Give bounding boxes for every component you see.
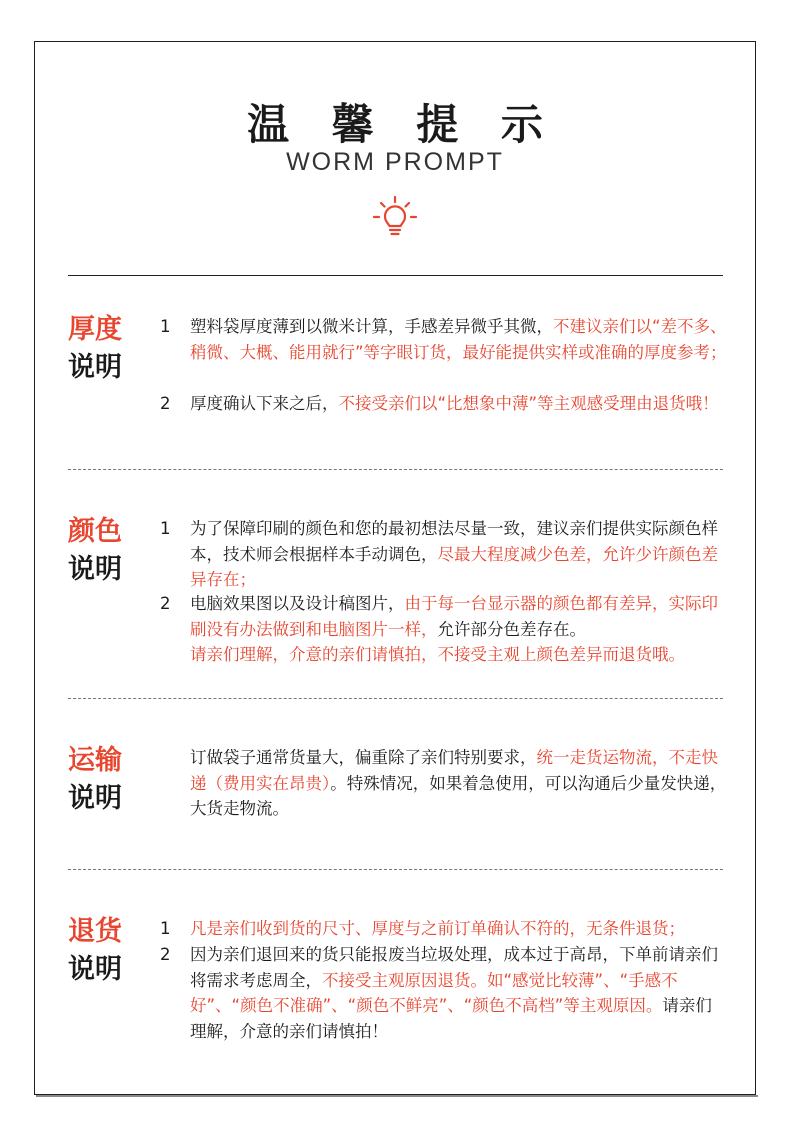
title-divider [68,275,723,276]
page-title: 温 馨 提 示 [247,100,557,149]
item-text [190,916,728,942]
section-divider [68,869,723,870]
item-text-highlight: 不接受主观原因退货。如“感觉比较薄”、“手感不好”、“颜色不准确”、“颜色不鲜亮”、“颜色不高档”等主观原因。 [190,970,678,1015]
item-text-highlight: 凡是亲们收到货的尺寸、厚度与之前订单确认不符的，无条件退货； [190,919,685,938]
heading-red: 厚度 [68,314,122,345]
item-text-highlight: 统一走货运物流，不走快递（费用实在昂贵） [190,748,718,793]
item-text-plain: 电脑效果图以及设计稿图片， [190,594,405,613]
item-text [190,942,728,1044]
page-subtitle: WORM PROMPT [286,148,504,176]
heading-red: 运输 [68,745,122,776]
item-text-highlight: 不接受亲们以“比想象中薄”等主观感受理由退货哦！ [338,394,719,413]
item-text-plain: 允许部分色差存在。 [437,619,586,639]
item-text-highlight: 尽最大程度减少色差，允许少许颜色差异存在； [190,544,718,589]
item-text-highlight: 请亲们理解，介意的亲们请慎拍，不接受主观上颜色差异而退货哦。 [190,645,685,664]
heading-black: 说明 [68,352,122,383]
section-divider [68,698,723,699]
item-text-plain: 厚度确认下来之后， [190,394,339,413]
item-text-plain: 为了保障印刷的颜色和您的最初想法尽量一致，建议亲们提供实际颜色样本，技术师会根据样本手动调色， [190,519,718,564]
item-text [190,314,728,365]
item-number: 1 [160,519,171,538]
section-divider [68,469,723,470]
section-heading-thickness [68,311,122,387]
item-text-plain: 因为亲们退回来的货只能报废当垃圾处理，成本过于高昂，下单前请亲们将需求考虑周全， [190,945,718,990]
item-text-plain: 塑料袋厚度薄到以微米计算，手感差异微乎其微， [190,317,553,336]
item-text [190,391,728,417]
item-text [190,591,728,668]
item-number: 2 [160,594,171,613]
frame-shadow [36,1095,758,1097]
heading-black: 说明 [68,554,122,585]
item-text-highlight: 不建议亲们以“差不多、稍微、大概、能用就行”等字眼订货，最好能提供实样或准确的厚度参考； [190,317,727,362]
section-heading-color [68,513,122,589]
heading-red: 颜色 [68,516,122,547]
heading-red: 退货 [68,916,122,947]
item-text [190,745,728,822]
section-heading-shipping [68,742,122,818]
heading-black: 说明 [68,783,122,814]
item-number: 1 [160,919,171,938]
item-text [190,516,728,593]
item-text-highlight: 由于每一台显示器的颜色都有差异，实际印刷没有办法做到和电脑图片一样， [190,594,718,639]
item-number: 1 [160,317,171,336]
lightbulb-icon [372,196,418,240]
item-text-plain: 。特殊情况，如果着急使用，可以沟通后少量发快递，大货走物流。 [190,773,727,818]
section-heading-returns [68,913,122,989]
item-text-plain: 请亲们理解，介意的亲们请慎拍！ [190,996,712,1041]
item-number: 2 [160,945,171,964]
item-number: 2 [160,394,171,413]
item-text-plain: 订做袋子通常货量大，偏重除了亲们特别要求， [190,748,537,767]
heading-black: 说明 [68,954,122,985]
